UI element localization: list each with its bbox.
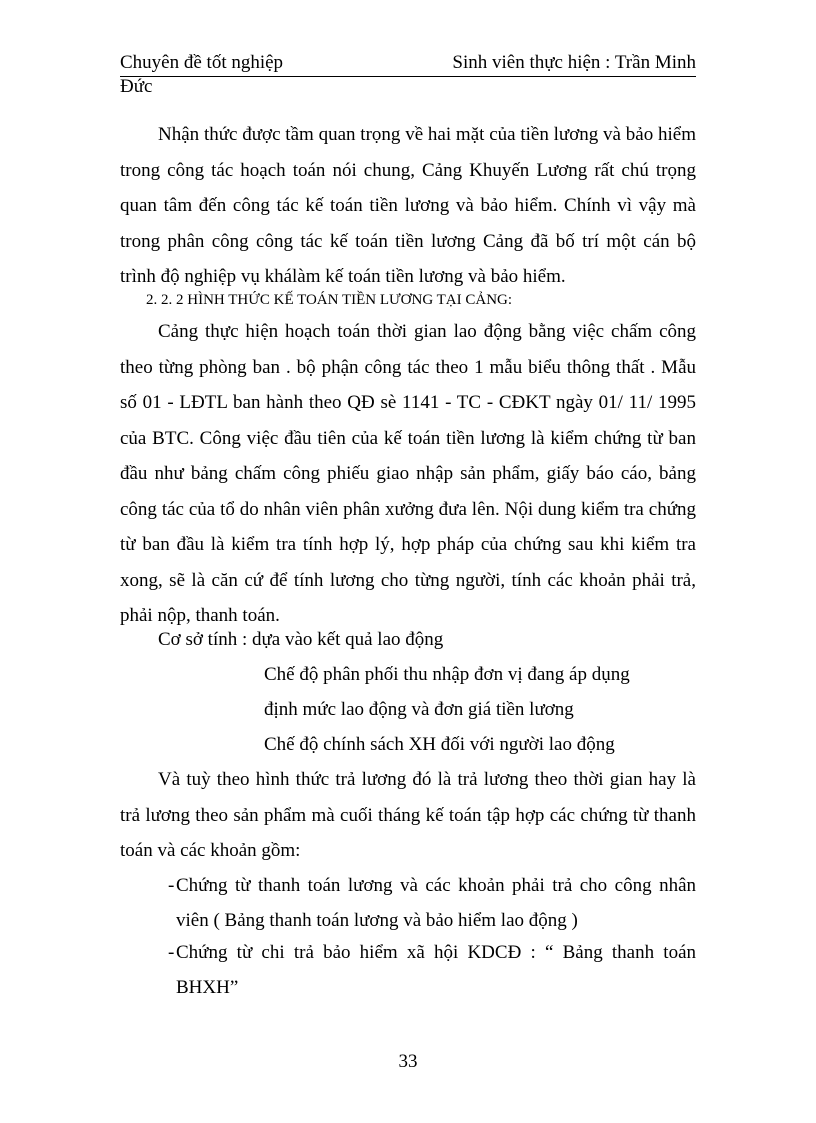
basis-item-2: định mức lao động và đơn giá tiền lương (264, 699, 574, 720)
header-author-continuation: Đức (120, 76, 153, 97)
paragraph-2: Cảng thực hiện hoạch toán thời gian lao động bằng việc chấm công theo từng phòng ban . bộ phận công tác theo 1 mẫu biểu thông thất . Mẫu số 01 - LĐTL ban hành theo QĐ sè 1141 - TC - CĐKT ngày 01/ 11/ 1995 của BTC. Công việc đầu tiên của kế toán tiền lương là kiểm chứng từ ban đầu như bảng chấm công phiếu giao nhập sản phẩm, giấy báo cáo, bảng công tác của tổ do nhân viên phân xưởng đưa lên. Nội dung kiểm tra chứng từ ban đầu là kiểm tra tính hợp lý, hợp pháp của chứng sau khi kiểm tra xong, sẽ là căn cứ để tính lương cho từng người, tính các khoản phải trả, phải nộp, thanh toán. (120, 321, 696, 626)
bullet-item-2 (120, 935, 696, 1005)
page-header (120, 50, 696, 77)
basis-item-3: Chế độ chính sách XH đối với người lao động (264, 734, 615, 755)
bullet-item-1 (120, 868, 696, 938)
paragraph-2-block (120, 314, 696, 634)
section-heading: 2. 2. 2 HÌNH THỨC KẾ TOÁN TIỀN LƯƠNG TẠI CẢNG: (146, 292, 513, 308)
paragraph-1-block (120, 117, 696, 295)
header-title: Chuyên đề tốt nghiệp (120, 52, 284, 73)
page-number: 33 (398, 1051, 418, 1072)
header-author: Sinh viên thực hiện : Trần Minh (452, 52, 696, 73)
paragraph-1: Nhận thức được tầm quan trọng về hai mặt của tiền lương và bảo hiểm trong công tác hoạch toán nói chung, Cảng Khuyến Lương rất chú trọng quan tâm đến công tác kế toán tiền lương và bảo hiểm. Chính vì vậy mà trong phân công công tác kế toán tiền lương Cảng đã bố trí một cán bộ trình độ nghiệp vụ khálàm kế toán tiền lương và bảo hiểm. (120, 124, 696, 287)
basis-label: Cơ sở tính : dựa vào kết quả lao động (158, 629, 444, 650)
paragraph-3: Và tuỳ theo hình thức trả lương đó là trả lương theo thời gian hay là trả lương theo sản phẩm mà cuối tháng kế toán tập hợp các chứng từ thanh toán và các khoản gồm: (120, 769, 696, 861)
bullet-marker: - (168, 942, 175, 963)
bullet-text: Chứng từ thanh toán lương và các khoản phải trả cho công nhân viên ( Bảng thanh toán lương và bảo hiểm lao động ) (176, 875, 696, 931)
basis-item-1: Chế độ phân phối thu nhập đơn vị đang áp dụng (264, 664, 630, 685)
paragraph-3-block (120, 762, 696, 869)
bullet-marker: - (168, 875, 175, 896)
bullet-text: Chứng từ chi trả bảo hiểm xã hội KDCĐ : “ Bảng thanh toán BHXH” (176, 942, 696, 998)
